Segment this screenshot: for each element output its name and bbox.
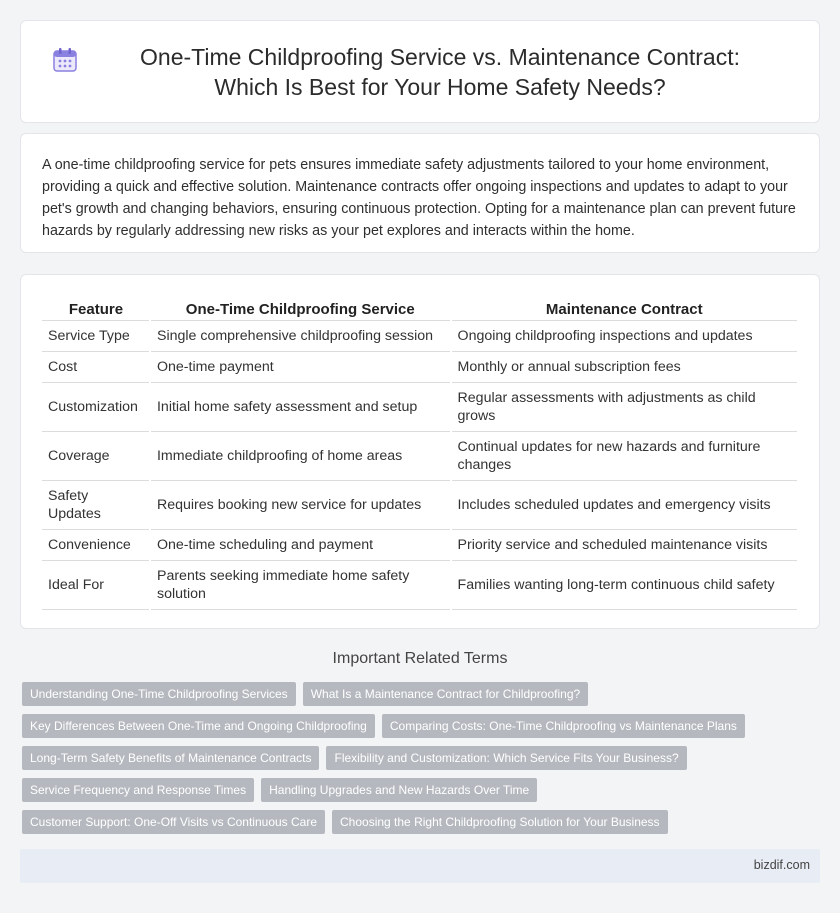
comparison-table [42,296,799,610]
related-term-tag[interactable]: Long-Term Safety Benefits of Maintenance Contracts [22,746,319,770]
table-row [42,529,798,560]
related-term-tag[interactable]: Key Differences Between One-Time and Ongoing Childproofing [22,714,375,738]
page-title: One-Time Childproofing Service vs. Maintenance Contract: Which Is Best for Your Home Safety Needs? [140,43,740,100]
related-term-tag[interactable]: What Is a Maintenance Contract for Childproofing? [303,682,588,706]
related-term-tag[interactable]: Choosing the Right Childproofing Solution for Your Business [332,810,668,834]
related-terms-list [22,682,822,842]
table-row [42,560,798,609]
feature-cell: Cost [42,351,150,382]
maintenance-cell: Includes scheduled updates and emergency visits [451,480,798,529]
maintenance-cell: Priority service and scheduled maintenance visits [451,529,798,560]
one-time-cell: Single comprehensive childproofing session [150,320,451,351]
feature-cell: Ideal For [42,560,150,609]
maintenance-cell: Ongoing childproofing inspections and updates [451,320,798,351]
maintenance-cell: Monthly or annual subscription fees [451,351,798,382]
related-term-tag[interactable]: Understanding One-Time Childproofing Services [22,682,296,706]
maintenance-cell: Families wanting long-term continuous child safety [451,560,798,609]
one-time-cell: One-time payment [150,351,451,382]
column-header-maintenance: Maintenance Contract [451,296,798,320]
table-row [42,431,798,480]
comparison-table-card [20,274,820,629]
one-time-cell: Initial home safety assessment and setup [150,382,451,431]
feature-cell: Service Type [42,320,150,351]
column-header-feature: Feature [42,296,150,320]
table-row [42,351,798,382]
related-term-tag[interactable]: Flexibility and Customization: Which Service Fits Your Business? [326,746,686,770]
table-row [42,382,798,431]
one-time-cell: One-time scheduling and payment [150,529,451,560]
related-terms-heading: Important Related Terms [332,650,508,667]
maintenance-cell: Regular assessments with adjustments as child grows [451,382,798,431]
column-header-one-time: One-Time Childproofing Service [150,296,451,320]
title-card [20,20,820,123]
feature-cell: Customization [42,382,150,431]
related-term-tag[interactable]: Customer Support: One-Off Visits vs Continuous Care [22,810,325,834]
feature-cell: Coverage [42,431,150,480]
feature-cell: Convenience [42,529,150,560]
one-time-cell: Immediate childproofing of home areas [150,431,451,480]
intro-card [20,133,820,253]
table-row [42,480,798,529]
table-row [42,320,798,351]
feature-cell: Safety Updates [42,480,150,529]
one-time-cell: Requires booking new service for updates [150,480,451,529]
related-term-tag[interactable]: Service Frequency and Response Times [22,778,254,802]
related-term-tag[interactable]: Handling Upgrades and New Hazards Over Time [261,778,537,802]
one-time-cell: Parents seeking immediate home safety solution [150,560,451,609]
table-header-row [42,296,798,320]
maintenance-cell: Continual updates for new hazards and furniture changes [451,431,798,480]
site-link[interactable]: bizdif.com [753,858,810,872]
related-term-tag[interactable]: Comparing Costs: One-Time Childproofing vs Maintenance Plans [382,714,745,738]
intro-paragraph: A one-time childproofing service for pets ensures immediate safety adjustments tailored to your home environment, providing a quick and effective solution. Maintenance contracts offer ongoing inspections and updates to adapt to your pet's growth and changing behaviors, ensuring continuous protection. Opting for a maintenance plan can prevent future hazards by regularly addressing new risks as your pet explores and interacts within the home. [42,157,796,239]
footer-bar [20,849,820,883]
